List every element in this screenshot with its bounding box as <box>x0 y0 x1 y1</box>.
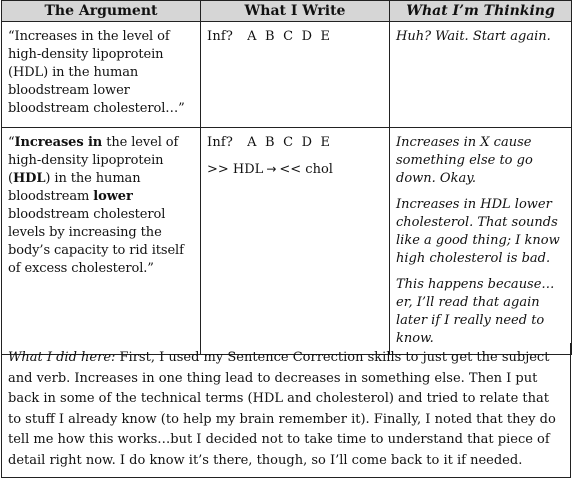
bold-hdl: HDL <box>12 171 46 186</box>
row2-write-cell <box>201 128 390 355</box>
row2-argument-cell <box>2 128 201 355</box>
row1-argument-cell <box>2 22 201 128</box>
row1-inf-label: Inf? <box>207 29 234 44</box>
row2-thinking-2: Increases in HDL lower cholesterol. That sounds like a good thing; I know high cholesterol is bad. <box>396 197 560 266</box>
row1-thinking-cell <box>390 22 572 128</box>
row2-thinking-cell <box>390 128 572 355</box>
row1-letters: A B C D E <box>247 29 331 44</box>
row1-thinking-text: Huh? Wait. Start again. <box>396 29 551 44</box>
row2-notation: >> HDL → << chol <box>207 162 333 177</box>
bold-lower: lower <box>93 189 133 204</box>
row1-answer-choices <box>207 28 384 46</box>
row2-thinking-3: This happens because…er, I’ll read that again later if I really need to know. <box>396 277 555 346</box>
row2-answer-choices <box>207 134 384 152</box>
table-header-row <box>2 1 572 22</box>
row2-thinking-1: Increases in X cause something else to go down. Okay. <box>396 135 533 186</box>
row1-write-cell <box>201 22 390 128</box>
table-row <box>2 22 572 128</box>
bold-increases-in: Increases in <box>14 135 103 150</box>
row2-argument-text: “Increases in the level of high-density lipoprotein (HDL) in the human bloodstream lower bloodstream cholesterol levels by increasing the body’s capacity to rid itself of excess cholesterol.” <box>8 135 184 276</box>
row2-inf-label: Inf? <box>207 135 234 150</box>
row1-argument-text: “Increases in the level of high-density lipoprotein (HDL) in the human bloodstream lower bloodstream cholesterol…” <box>8 29 185 116</box>
header-what-im-thinking: What I’m Thinking <box>390 1 572 22</box>
row2-letters: A B C D E <box>247 135 331 150</box>
summary-lead: What I did here: <box>8 350 116 365</box>
header-what-i-write: What I Write <box>201 1 390 22</box>
table-row <box>2 128 572 355</box>
header-argument: The Argument <box>2 1 201 22</box>
argument-table <box>1 0 572 355</box>
right-arrow-icon: → <box>266 162 277 176</box>
summary-text: First, I used my Sentence Correction skills to just get the subject and verb. Increases in one thing lead to decreases in something else. Then I put back in some of the technical terms (HDL and cholesterol) and tried to relate that to stuff I already know (to help my brain remember it). Finally, I noted that they do tell me how this works…but I decided not to take time to understand that piece of detail right now. I do know it’s there, though, so I’ll come back to it if needed. <box>8 350 556 468</box>
what-i-did-summary <box>1 343 571 478</box>
